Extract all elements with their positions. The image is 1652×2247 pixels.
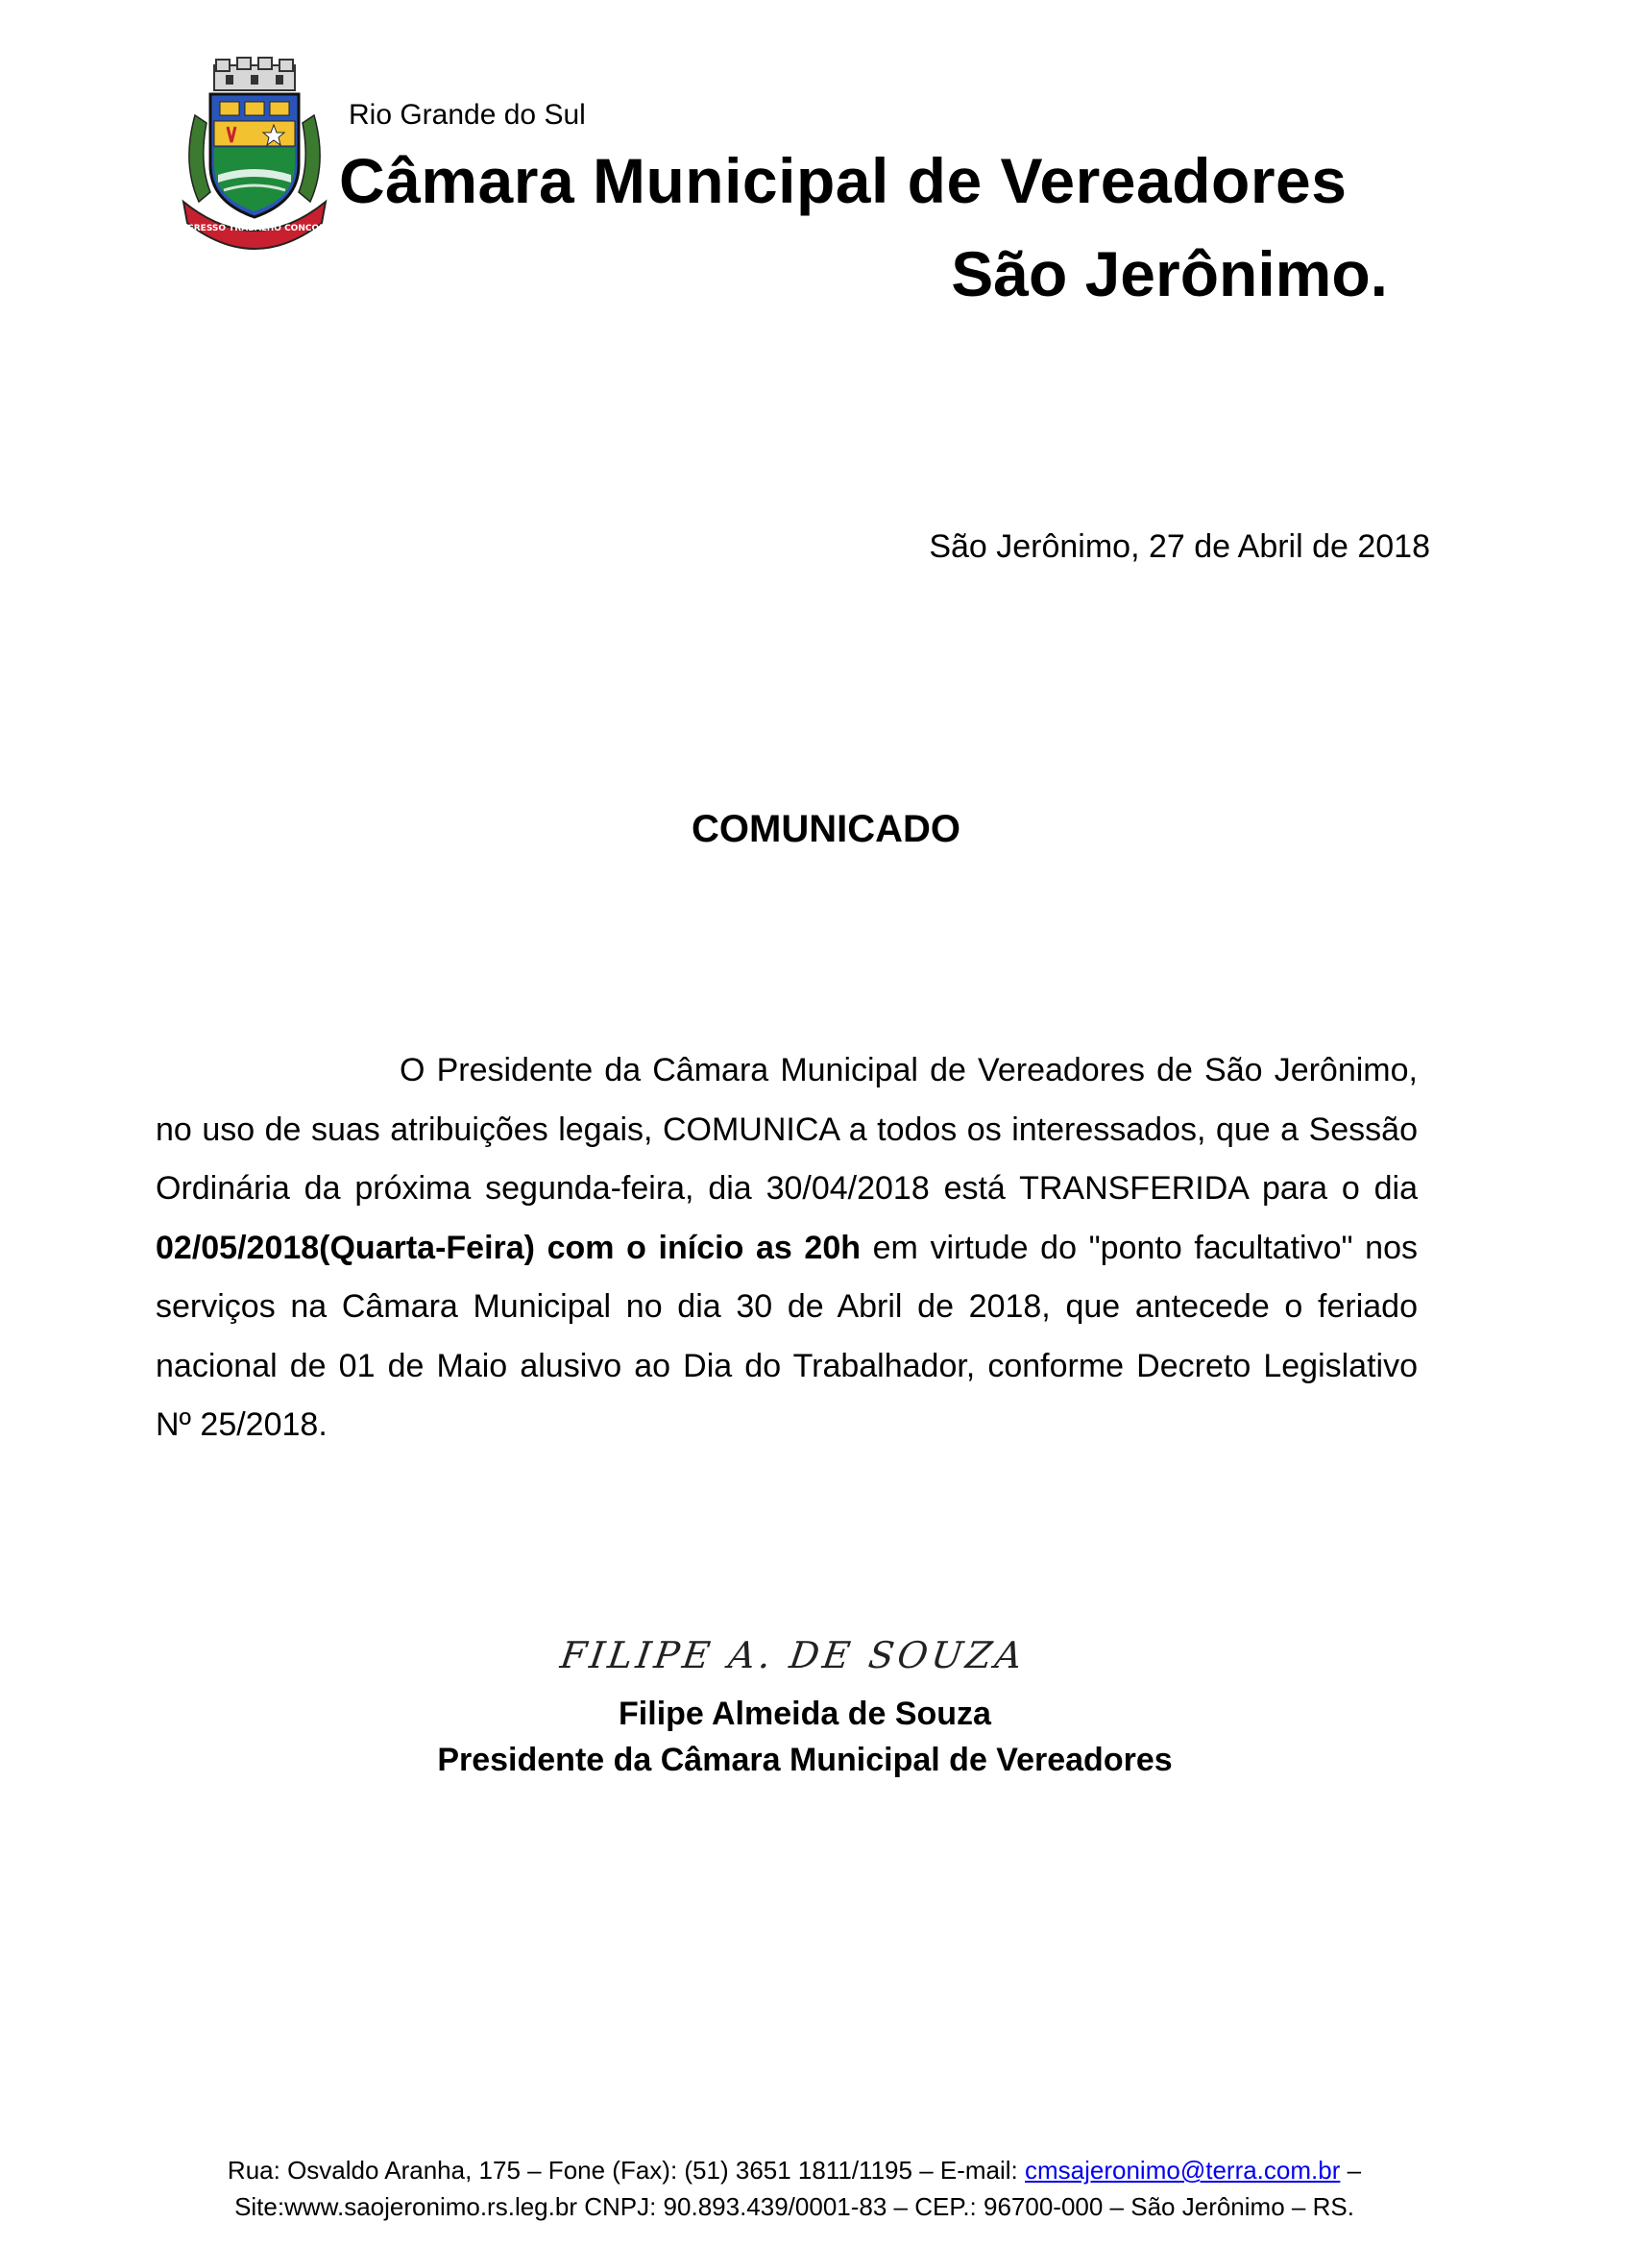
crest-motto: PROGRESSO TRABALHO CONCORDIA: [166, 224, 343, 233]
letterhead: [166, 58, 1397, 317]
signatory-role: Presidente da Câmara Municipal de Vereadores: [437, 1742, 1173, 1778]
letterhead-footer: [0, 2152, 1589, 2225]
body-text-part1: O Presidente da Câmara Municipal de Vereadores de São Jerônimo, no uso de suas atribuições legais, COMUNICA a todos os interessados, que a Sessão Ordinária da próxima segunda-feira, dia 30/04/2018 está TRANSFERIDA para o dia: [156, 1052, 1418, 1207]
body-text-part2: em virtude do "ponto facultativo" nos serviços na Câmara Municipal no dia 30 de Abril de 2018, que antecede o feriado nacional de 01 de Maio alusivo ao Dia do Trabalhador, conforme Decreto Legislativo Nº 25/2018.: [156, 1229, 1418, 1443]
footer-address: Rua: Osvaldo Aranha, 175 – Fone (Fax): (51) 3651 1811/1195 – E-mail:: [227, 2156, 1025, 2185]
body-text-highlight: 02/05/2018(Quarta-Feira) com o início as 20h: [156, 1229, 861, 1266]
handwritten-signature: [557, 1614, 1029, 1691]
mural-crown: [214, 58, 295, 90]
document-date: São Jerônimo, 27 de Abril de 2018: [929, 528, 1430, 565]
signature-scrawl: FILIPE A. DE SOUZA: [557, 1635, 1029, 1677]
announcement-body: [156, 1041, 1418, 1455]
footer-dash: –: [1340, 2156, 1362, 2185]
city-name: São Jerônimo.: [951, 238, 1388, 309]
chamber-name: Câmara Municipal de Vereadores: [339, 145, 1348, 216]
footer-address-line: [0, 2152, 1589, 2188]
email-link[interactable]: cmsajeronimo@terra.com.br: [1025, 2156, 1341, 2185]
signatory-name: Filipe Almeida de Souza: [619, 1696, 991, 1732]
municipal-coat-of-arms: [166, 58, 343, 255]
footer-site-line: Site:www.saojeronimo.rs.leg.br CNPJ: 90.893.439/0001-83 – CEP.: 96700-000 – São Jerônimo – RS.: [234, 2192, 1354, 2221]
state-name: Rio Grande do Sul: [349, 99, 586, 131]
document-title: COMUNICADO: [692, 808, 960, 850]
